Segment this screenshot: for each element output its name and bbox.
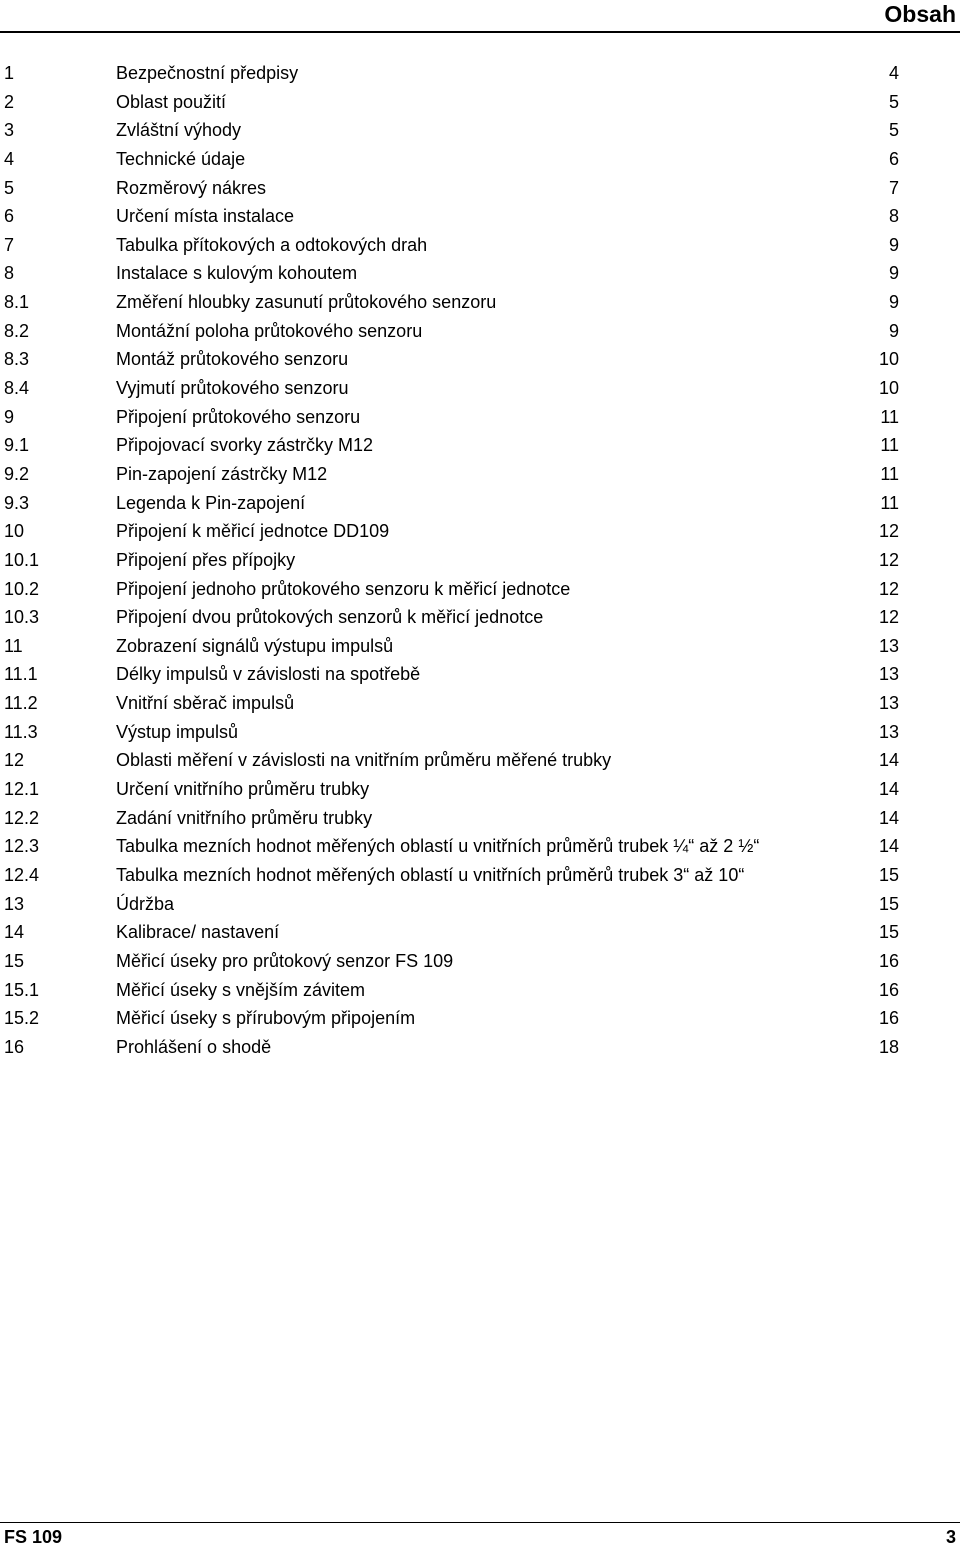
toc-entry-number: 7: [4, 234, 15, 255]
toc-entry[interactable]: [0, 145, 960, 174]
toc-entry-page: 14: [878, 779, 899, 800]
toc-entry[interactable]: [0, 259, 960, 288]
toc-entry-page: 16: [878, 1008, 899, 1029]
toc-entry-title[interactable]: Měřicí úseky pro průtokový senzor FS 109: [116, 950, 454, 971]
toc-entry-number: 6: [4, 206, 15, 227]
toc-entry[interactable]: [0, 345, 960, 374]
toc-entry[interactable]: [0, 1033, 960, 1062]
toc-entry-page: 9: [888, 234, 899, 255]
toc-entry-title[interactable]: Připojení přes přípojky: [116, 549, 296, 570]
toc-entry-page: 4: [888, 63, 899, 83]
toc-entry-number: 12.4: [4, 864, 40, 885]
toc-entry[interactable]: [0, 546, 960, 575]
toc-entry-page: 12: [878, 607, 899, 628]
toc-entry-title[interactable]: Tabulka mezních hodnot měřených oblastí u vnitřních průměrů trubek ¼“ až 2 ½“: [116, 836, 760, 857]
toc-entry-title[interactable]: Určení vnitřního průměru trubky: [116, 779, 370, 800]
toc-entry[interactable]: [0, 317, 960, 346]
toc-entry-page: 11: [880, 435, 899, 456]
toc-entry-title[interactable]: Údržba: [116, 893, 175, 914]
toc-entry-number: 8: [4, 263, 15, 284]
toc-entry-title[interactable]: Vyjmutí průtokového senzoru: [116, 378, 349, 399]
toc-entry-title[interactable]: Připojení k měřicí jednotce DD109: [116, 521, 390, 542]
toc-entry-number: 15.1: [4, 979, 40, 1000]
toc-entry[interactable]: [0, 59, 960, 88]
toc-entry-title[interactable]: Oblast použití: [116, 91, 227, 112]
toc-entry-title[interactable]: Technické údaje: [116, 148, 246, 169]
toc-entry[interactable]: [0, 202, 960, 231]
toc-entry-number: 10: [4, 521, 25, 542]
footer-divider: [0, 1522, 960, 1523]
toc-entry[interactable]: [0, 116, 960, 145]
toc-entry[interactable]: [0, 804, 960, 833]
toc-entry[interactable]: [0, 918, 960, 947]
toc-entry-number: 15.2: [4, 1008, 40, 1029]
toc-entry-number: 8.3: [4, 349, 30, 370]
toc-entry[interactable]: [0, 603, 960, 632]
toc-entry-title[interactable]: Vnitřní sběrač impulsů: [116, 693, 295, 714]
toc-entry-title[interactable]: Určení místa instalace: [116, 206, 295, 227]
toc-entry[interactable]: [0, 88, 960, 117]
toc-entry-number: 9.2: [4, 463, 30, 484]
toc-entry[interactable]: [0, 660, 960, 689]
toc-entry-title[interactable]: Zobrazení signálů výstupu impulsů: [116, 635, 394, 656]
toc-entry-number: 14: [4, 922, 25, 943]
toc-entry-title[interactable]: Měřicí úseky s vnějším závitem: [116, 979, 366, 1000]
toc-entry-page: 16: [878, 979, 899, 1000]
toc-entry[interactable]: [0, 431, 960, 460]
toc-entry-number: 9: [4, 406, 15, 427]
footer-product-name: FS 109: [4, 1527, 63, 1547]
toc-entry-page: 13: [878, 721, 899, 742]
toc-entry[interactable]: [0, 832, 960, 861]
toc-entry-title[interactable]: Oblasti měření v závislosti na vnitřním průměru měřené trubky: [116, 750, 612, 771]
header-divider: [0, 31, 960, 33]
toc-entry-title[interactable]: Připojení průtokového senzoru: [116, 406, 361, 427]
toc-entry-page: 11: [880, 406, 899, 427]
toc-entry-title[interactable]: Legenda k Pin-zapojení: [116, 492, 306, 513]
toc-entry-page: 12: [878, 521, 899, 542]
toc-entry-number: 13: [4, 893, 25, 914]
toc-entry-page: 15: [878, 922, 899, 943]
page-title: Obsah: [884, 1, 956, 27]
toc-entry-title[interactable]: Bezpečnostní předpisy: [116, 63, 299, 83]
toc-entry-page: 10: [878, 378, 899, 399]
toc-entry[interactable]: [0, 517, 960, 546]
toc-entry-number: 8.1: [4, 292, 30, 313]
toc-entry[interactable]: [0, 689, 960, 718]
toc-entry[interactable]: [0, 632, 960, 661]
toc-entry-title[interactable]: Změření hloubky zasunutí průtokového senzoru: [116, 292, 497, 313]
toc-entry-number: 11: [4, 635, 23, 656]
toc-entry-number: 10.2: [4, 578, 40, 599]
toc-entry-number: 16: [4, 1036, 25, 1057]
toc-entry-page: 7: [888, 177, 899, 198]
toc-entry-number: 10.1: [4, 549, 40, 570]
toc-entry-number: 15: [4, 950, 25, 971]
toc-entry-page: 9: [888, 263, 899, 284]
toc-entry-page: 8: [888, 206, 899, 227]
toc-entry-title[interactable]: Tabulka mezních hodnot měřených oblastí u vnitřních průměrů trubek 3“ až 10“: [116, 864, 745, 885]
toc-entry[interactable]: [0, 489, 960, 518]
table-of-contents: [0, 59, 960, 1061]
toc-entry-number: 8.4: [4, 378, 30, 399]
toc-entry-number: 11.1: [4, 664, 38, 685]
toc-entry-number: 5: [4, 177, 15, 198]
toc-entry-page: 12: [878, 578, 899, 599]
toc-entry-page: 10: [878, 349, 899, 370]
toc-entry-title[interactable]: Zadání vnitřního průměru trubky: [116, 807, 373, 828]
toc-entry-title[interactable]: Instalace s kulovým kohoutem: [116, 263, 358, 284]
toc-entry-page: 18: [878, 1036, 899, 1057]
toc-entry[interactable]: [0, 746, 960, 775]
toc-entry-title[interactable]: Montážní poloha průtokového senzoru: [116, 320, 423, 341]
toc-entry-number: 11.3: [4, 721, 38, 742]
toc-entry-page: 13: [878, 635, 899, 656]
toc-entry-number: 11.2: [4, 693, 38, 714]
toc-entry-page: 6: [888, 148, 899, 169]
toc-entry-title[interactable]: Montáž průtokového senzoru: [116, 349, 349, 370]
toc-entry-page: 14: [878, 807, 899, 828]
toc-entry-title[interactable]: Připojení jednoho průtokového senzoru k měřicí jednotce: [116, 578, 571, 599]
footer-page-number: 3: [945, 1527, 956, 1547]
toc-entry-number: 1: [4, 63, 15, 83]
toc-entry-page: 5: [888, 120, 899, 141]
toc-entry-number: 9.1: [4, 435, 30, 456]
toc-entry-title[interactable]: Měřicí úseky s přírubovým připojením: [116, 1008, 416, 1029]
toc-entry-number: 9.3: [4, 492, 30, 513]
toc-entry-page: 13: [878, 693, 899, 714]
toc-entry[interactable]: [0, 947, 960, 976]
toc-entry-number: 12.1: [4, 779, 40, 800]
toc-entry[interactable]: [0, 460, 960, 489]
toc-entry-title[interactable]: Prohlášení o shodě: [116, 1036, 272, 1057]
toc-entry-page: 9: [888, 292, 899, 313]
toc-entry-number: 8.2: [4, 320, 30, 341]
toc-entry-page: 15: [878, 864, 899, 885]
toc-entry-number: 4: [4, 148, 15, 169]
toc-entry-page: 12: [878, 549, 899, 570]
toc-entry-page: 14: [878, 836, 899, 857]
toc-entry[interactable]: [0, 976, 960, 1005]
toc-entry-title[interactable]: Pin-zapojení zástrčky M12: [116, 463, 328, 484]
toc-entry-number: 3: [4, 120, 15, 141]
toc-entry-title[interactable]: Tabulka přítokových a odtokových drah: [116, 234, 428, 255]
toc-entry-page: 14: [878, 750, 899, 771]
toc-entry-number: 10.3: [4, 607, 40, 628]
toc-entry-title[interactable]: Délky impulsů v závislosti na spotřebě: [116, 664, 421, 685]
toc-entry-page: 15: [878, 893, 899, 914]
toc-entry[interactable]: [0, 775, 960, 804]
toc-entry-page: 11: [880, 492, 899, 513]
toc-entry[interactable]: [0, 861, 960, 890]
toc-entry-title[interactable]: Rozměrový nákres: [116, 177, 267, 198]
toc-entry[interactable]: [0, 890, 960, 919]
toc-entry[interactable]: [0, 575, 960, 604]
toc-entry[interactable]: [0, 288, 960, 317]
toc-entry[interactable]: [0, 403, 960, 432]
toc-entry-title[interactable]: Výstup impulsů: [116, 721, 239, 742]
toc-entry[interactable]: [0, 231, 960, 260]
toc-entry[interactable]: [0, 718, 960, 747]
toc-entry-number: 12: [4, 750, 25, 771]
toc-entry-page: 13: [878, 664, 899, 685]
toc-entry-title[interactable]: Připojení dvou průtokových senzorů k měřicí jednotce: [116, 607, 544, 628]
toc-entry-number: 12.3: [4, 836, 40, 857]
toc-entry-page: 9: [888, 320, 899, 341]
toc-entry-page: 16: [878, 950, 899, 971]
toc-entry[interactable]: [0, 374, 960, 403]
toc-entry[interactable]: [0, 1004, 960, 1033]
toc-entry-title[interactable]: Kalibrace/ nastavení: [116, 922, 280, 943]
toc-entry-number: 12.2: [4, 807, 40, 828]
toc-entry[interactable]: [0, 174, 960, 203]
toc-entry-number: 2: [4, 91, 15, 112]
toc-entry-title[interactable]: Připojovací svorky zástrčky M12: [116, 435, 374, 456]
toc-entry-page: 11: [880, 463, 899, 484]
toc-entry-title[interactable]: Zvláštní výhody: [116, 120, 242, 141]
toc-entry-page: 5: [888, 91, 899, 112]
